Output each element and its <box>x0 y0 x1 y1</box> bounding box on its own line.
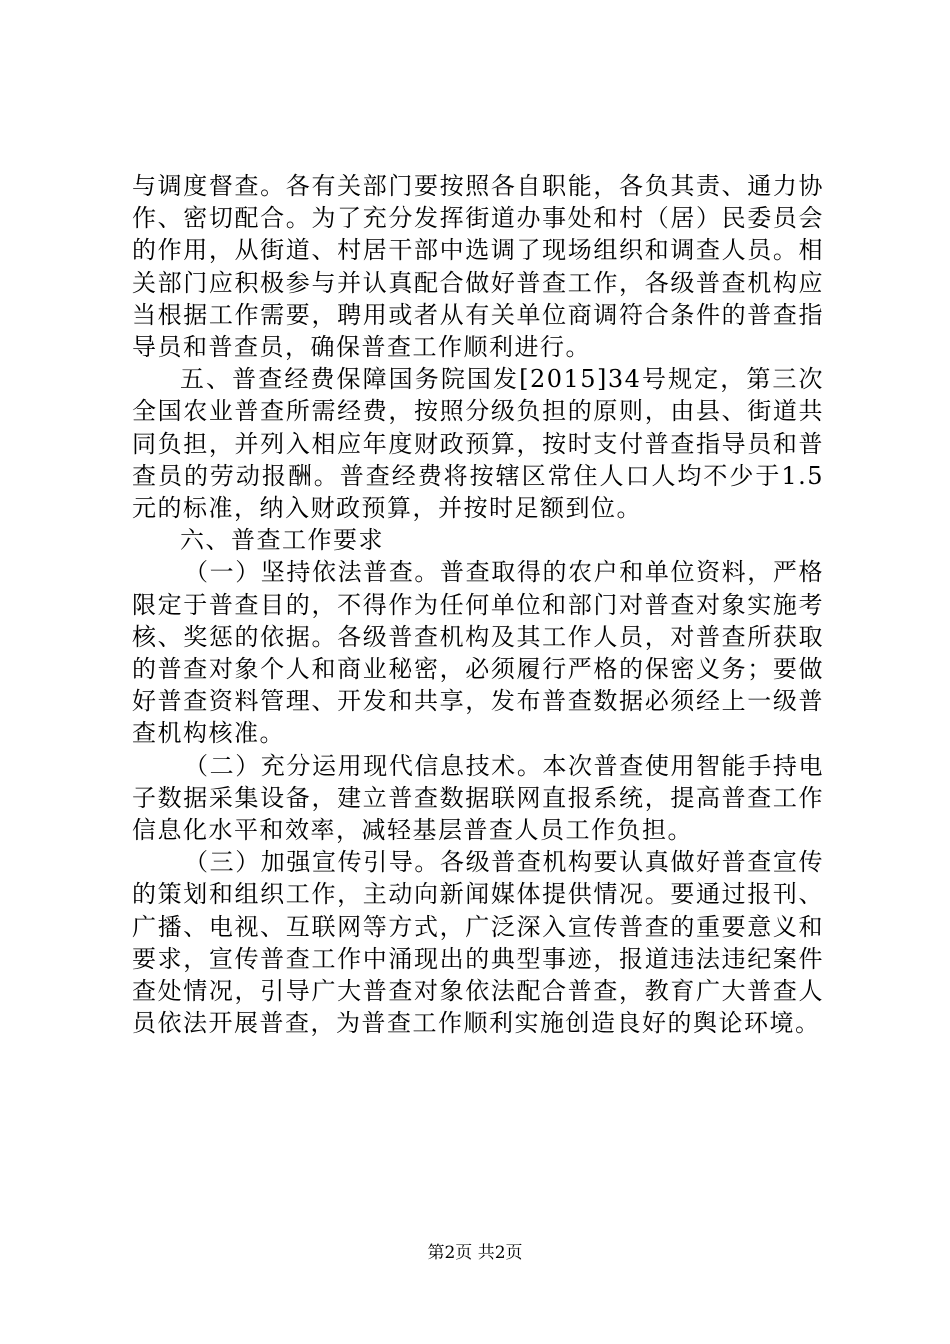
paragraph-item-three: （三）加强宣传引导。各级普查机构要认真做好普查宣传的策划和组织工作，主动向新闻媒体提供情况。要通过报刊、广播、电视、互联网等方式，广泛深入宣传普查的重要意义和要求，宣传普查工作中涌现出的典型事迹，报道违法违纪案件查处情况，引导广大普查对象依法配合普查，教育广大普查人员依法开展普查，为普查工作顺利实施创造良好的舆论环境。 <box>132 848 824 1038</box>
document-body <box>132 170 824 1039</box>
paragraph-item-two: （二）充分运用现代信息技术。本次普查使用智能手持电子数据采集设备，建立普查数据联网直报系统，提高普查工作信息化水平和效率，减轻基层普查人员工作负担。 <box>132 751 824 845</box>
paragraph-item-one: （一）坚持依法普查。普查取得的农户和单位资料，严格限定于普查目的，不得作为任何单位和部门对普查对象实施考核、奖惩的依据。各级普查机构及其工作人员，对普查所获取的普查对象个人和商业秘密，必须履行严格的保密义务；要做好普查资料管理、开发和共享，发布普查数据必须经上一级普查机构核准。 <box>132 558 824 748</box>
paragraph-continuation: 与调度督查。各有关部门要按照各自职能，各负其责、通力协作、密切配合。为了充分发挥街道办事处和村（居）民委员会的作用，从街道、村居干部中选调了现场组织和调查人员。相关部门应积极参与并认真配合做好普查工作，各级普查机构应当根据工作需要，聘用或者从有关单位商调符合条件的普查指导员和普查员，确保普查工作顺利进行。 <box>132 172 824 362</box>
page-footer: 第2页 共2页 <box>427 1243 523 1263</box>
paragraph-section-five: 五、普查经费保障国务院国发[2015]34号规定，第三次全国农业普查所需经费，按照分级负担的原则，由县、街道共同负担，并列入相应年度财政预算，按时支付普查指导员和普查员的劳动报酬。普查经费将按辖区常住人口人均不少于1.5元的标准，纳入财政预算，并按时足额到位。 <box>132 365 824 523</box>
heading-section-six: 六、普查工作要求 <box>180 526 384 555</box>
